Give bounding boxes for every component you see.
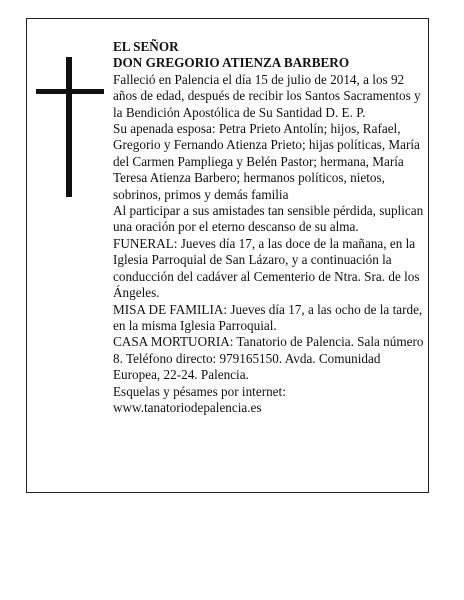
cross-vertical-bar [66,57,72,197]
deceased-name: DON GREGORIO ATIENZA BARBERO [113,55,350,71]
internet-condolences: Esquelas y pésames por internet: www.tanatoriodepalencia.es [113,383,286,415]
obituary-text [113,39,425,416]
death-announcement: Falleció en Palencia el día 15 de julio de 2014, a los 92 años de edad, después de recibir los Santos Sacramentos y la Bendición Apostólica de Su Santidad D. E. P. [113,71,421,120]
funeral-info: FUNERAL: Jueves día 17, a las doce de la mañana, en la Iglesia Parroquial de San Lázaro, y a continuación la conducción del cadáver al Cementerio de Ntra. Sra. de los Ángeles. [113,235,420,301]
family-list: Su apenada esposa: Petra Prieto Antolín; hijos, Rafael, Gregorio y Fernando Atienza Prieto; hijas políticas, María del Carmen Pampliega y Belén Pastor; hermana, María Teresa Atienza Barbero; hermanos políticos, nietos, sobrinos, primos y demás familia [113,121,420,202]
funeral-home-info: CASA MORTUORIA: Tanatorio de Palencia. Sala número 8. Teléfono directo: 979165150. Avda. Comunidad Europea, 22-24. Palencia. [113,334,424,383]
cross-horizontal-bar [36,89,104,94]
cross-icon [36,57,108,197]
prayer-request: Al participar a sus amistades tan sensible pérdida, suplican una oración por el eterno descanso de su alma. [113,203,424,235]
heading-title: EL SEÑOR [113,39,179,54]
obituary-notice [26,18,429,493]
family-mass-info: MISA DE FAMILIA: Jueves día 17, a las ocho de la tarde, en la misma Iglesia Parroquial. [113,301,423,333]
